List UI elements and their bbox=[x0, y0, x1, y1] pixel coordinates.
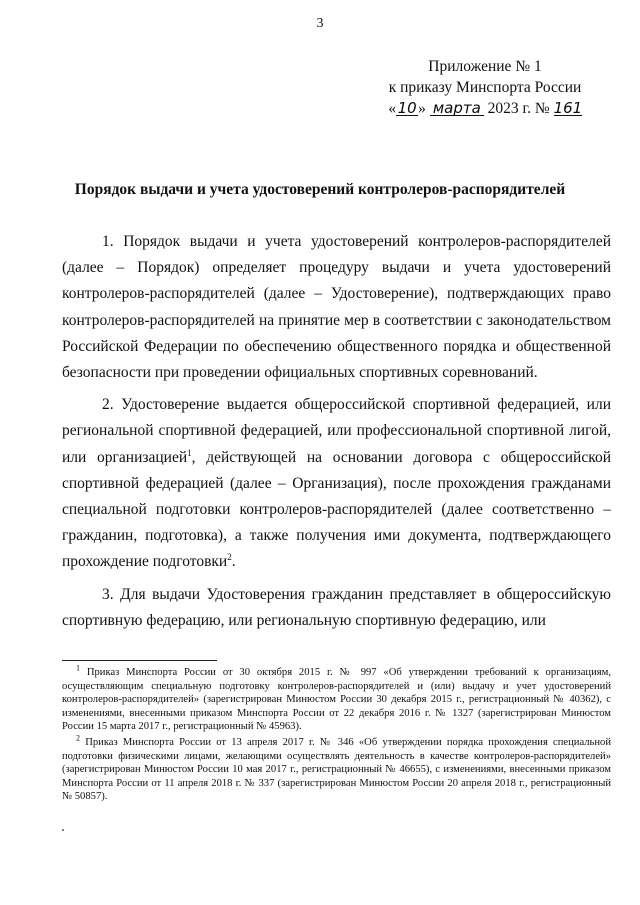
handwritten-month: марта bbox=[430, 101, 484, 116]
footnote-ref-2: 2 bbox=[227, 552, 232, 563]
footnote-1 bbox=[62, 663, 611, 734]
handwritten-day: 10 bbox=[397, 99, 417, 117]
footnote-2-text: Приказ Минспорта России от 13 апреля 2017 г. № 346 «Об утверждении порядка прохождения специальной подготовки физическими лицами, желающими осуществлять деятельность в качестве контролеров-распорядителей» (зарегистрирован Минюстом России 10 мая 2017 г., регистрационный № 46655), с изменениями, внесенными приказом Минспорта России от 11 апреля 2018 г. № 337 (зарегистрирован Минюстом России 20 апреля 2018 г., регистрационный № 50857). bbox=[62, 736, 611, 803]
paragraph-2-text-b: , действующей на основании договора с общероссийской спортивной федерацией (далее – Организация), после прохождения гражданами специальной подготовки контролеров-распорядителей (далее соответственно – гражданин, подготовка), а также получения ими документа, подтверждающего прохождение подготовки bbox=[62, 448, 612, 571]
appendix-date-line bbox=[370, 98, 600, 119]
appendix-header bbox=[370, 56, 600, 119]
footnote-separator bbox=[62, 660, 217, 661]
paragraph-1: 1. Порядок выдачи и учета удостоверений контролеров-распорядителей (далее – Порядок) определяет процедуру выдачи и учета удостоверений контролеров-распорядителей (далее – Удостоверение), подтверждающих право контролеров-распорядителей на принятие мер в соответствии с законодательством Российской Федерации по обеспечению общественного порядка и общественной безопасности при проведении официальных спортивных соревнований. bbox=[62, 233, 611, 382]
year-and-number-label: 2023 г. № bbox=[487, 100, 550, 117]
footnote-1-text: Приказ Минспорта России от 30 октября 2015 г. № 997 «Об утверждении требований к организациям, осуществляющим специальную подготовку контролеров-распорядителей и (или) выдачу и учет удостоверений контролеров-распорядителей» (зарегистрирован Минюстом России 30 декабря 2015 г., регистрационный № 40362), с изменениями, внесенными приказом Минспорта России от 22 декабря 2016 г. № 1327 (зарегистрирован Минюстом России 15 марта 2017 г., регистрационный № 45963). bbox=[62, 667, 611, 733]
footnotes bbox=[62, 663, 611, 806]
footnote-2-mark: 2 bbox=[76, 733, 80, 743]
date-close-quote: » bbox=[418, 100, 426, 117]
appendix-order-reference: к приказу Минспорта России bbox=[388, 79, 582, 96]
appendix-title: Приложение № 1 bbox=[428, 58, 542, 75]
footnote-ref-1: 1 bbox=[187, 447, 192, 458]
page-number: 3 bbox=[316, 16, 324, 31]
scan-dot bbox=[62, 829, 64, 831]
paragraph-2 bbox=[62, 392, 611, 575]
paragraph-2-text-c: . bbox=[231, 553, 236, 571]
date-open-quote: « bbox=[388, 100, 397, 117]
document-body bbox=[62, 229, 611, 640]
document-title: Порядок выдачи и учета удостоверений контролеров-распорядителей bbox=[74, 181, 566, 198]
footnote-2 bbox=[62, 733, 611, 804]
handwritten-order-number: 161 bbox=[553, 99, 583, 117]
paragraph-3: 3. Для выдачи Удостоверения гражданин представляет в общероссийскую спортивную федерацию, или региональную спортивную федерацию, или bbox=[62, 585, 611, 629]
paragraph-2-text-a: 2. Удостоверение выдается общероссийской спортивной федерацией, или региональной спортивной федерацией, или профессиональной спортивной лигой, или организацией bbox=[62, 396, 611, 466]
footnote-1-mark: 1 bbox=[76, 663, 80, 673]
